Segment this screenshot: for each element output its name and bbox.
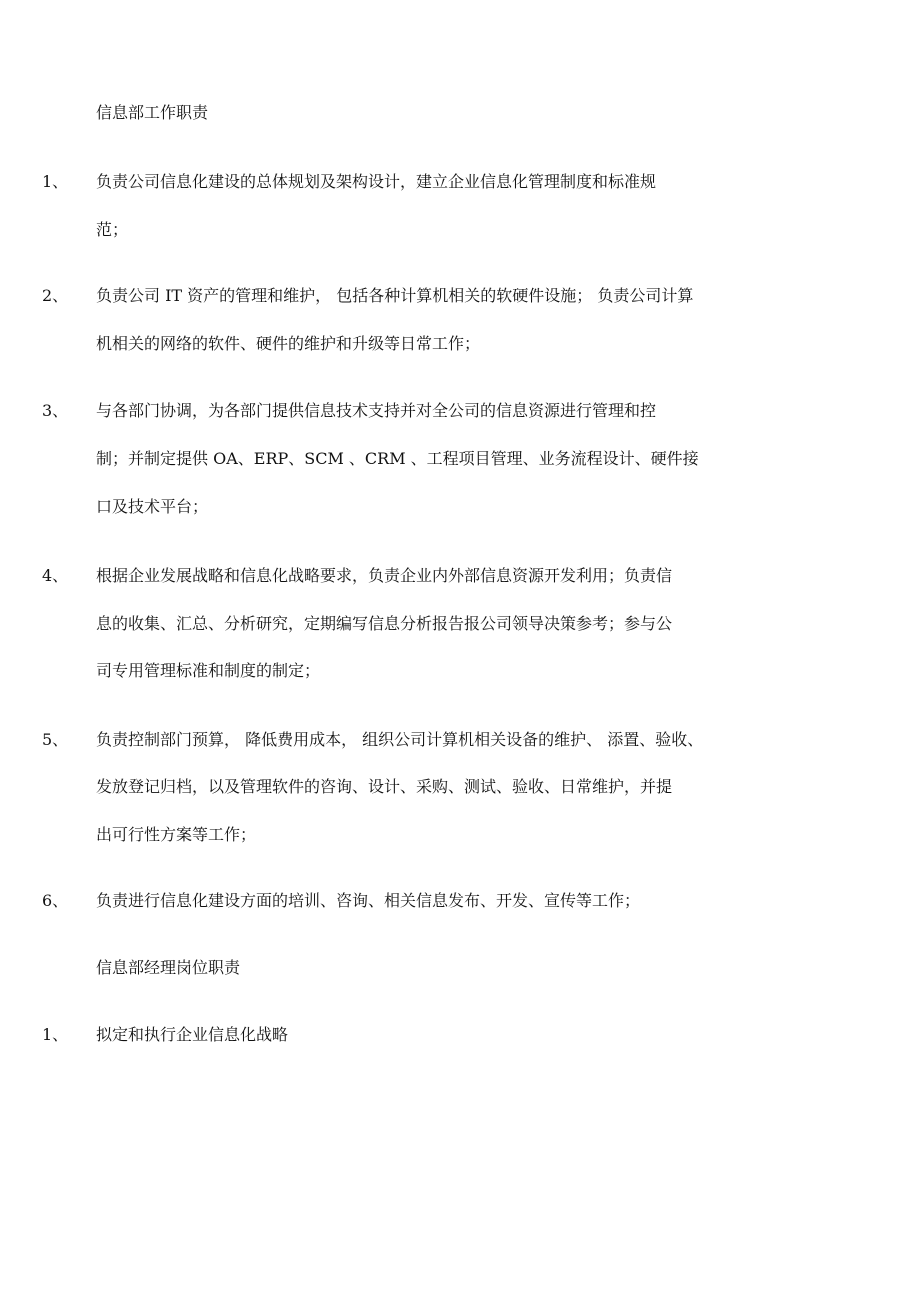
item-line: 拟定和执行企业信息化战略: [96, 1025, 289, 1044]
item-number: 5、: [42, 730, 69, 749]
item-number: 2、: [42, 286, 69, 305]
item-line: 出可行性方案等工作；: [96, 825, 257, 844]
section-title: 信息部经理岗位职责: [96, 958, 241, 977]
section-title: 信息部工作职责: [96, 103, 209, 122]
item-line: 息的收集、汇总、分析研究，定期编写信息分析报告报公司领导决策参考；参与公: [96, 614, 673, 633]
item-line: 制；并制定提供 OA、ERP、SCM 、CRM 、工程项目管理、业务流程设计、硬件接: [96, 449, 699, 468]
item-line: 根据企业发展战略和信息化战略要求，负责企业内外部信息资源开发利用；负责信: [96, 566, 673, 585]
item-line: 负责公司 IT 资产的管理和维护， 包括各种计算机相关的软硬件设施； 负责公司计算: [96, 286, 694, 305]
item-line: 口及技术平台；: [96, 497, 209, 516]
item-line: 发放登记归档，以及管理软件的咨询、设计、采购、测试、验收、日常维护，并提: [96, 777, 673, 796]
item-number: 3、: [42, 401, 69, 420]
item-line: 负责进行信息化建设方面的培训、咨询、相关信息发布、开发、宣传等工作；: [96, 891, 641, 910]
item-number: 6、: [42, 891, 69, 910]
item-number: 1、: [42, 172, 69, 191]
item-line: 负责控制部门预算， 降低费用成本， 组织公司计算机相关设备的维护、 添置、验收、: [96, 730, 704, 749]
item-line: 范；: [96, 220, 129, 239]
item-line: 负责公司信息化建设的总体规划及架构设计，建立企业信息化管理制度和标准规: [96, 172, 657, 191]
item-line: 司专用管理标准和制度的制定；: [96, 661, 321, 680]
item-line: 机相关的网络的软件、硬件的维护和升级等日常工作；: [96, 334, 481, 353]
item-line: 与各部门协调，为各部门提供信息技术支持并对全公司的信息资源进行管理和控: [96, 401, 657, 420]
item-number: 4、: [42, 566, 69, 585]
item-number: 1、: [42, 1025, 69, 1044]
